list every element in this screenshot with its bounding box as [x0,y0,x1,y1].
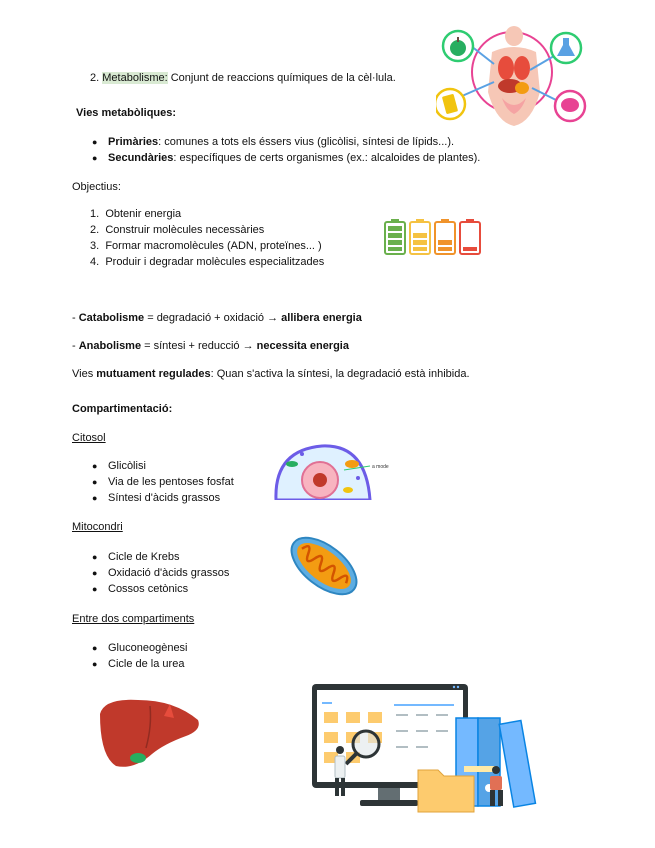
anabolisme-line: - Anabolisme = síntesi + reducció → necessita energia [72,340,349,352]
mitocondri-item: Oxidació d'àcids grassos [108,567,230,579]
objectiu-1: 1. Obtenir energia [90,208,182,220]
mitocondri-item: Cicle de Krebs [108,551,180,563]
entre-item: Cicle de la urea [108,658,185,670]
bullet-icon: ● [92,552,98,562]
term-secundaries: Secundàries [108,152,174,164]
battery-low-icon [460,219,480,254]
apple-icon [443,31,494,64]
bullet-icon: ● [92,584,98,594]
liver-icon [94,696,204,772]
bullet-icon: ● [92,659,98,669]
objectiu-3: 3. Formar macromolècules (ADN, proteïnes... ) [90,240,322,252]
bullet-icon: ● [92,461,98,471]
entre-title: Entre dos compartiments [72,613,195,625]
bullet-icon: ● [92,153,98,163]
term-catabolisme: Catabolisme [78,312,145,324]
vies-heading: Vies metabòliques: [76,107,177,119]
cell-illustration [272,442,402,500]
mitocondri-title: Mitocondri [72,521,123,533]
citosol-title: Citosol [72,432,106,444]
compart-heading: Compartimentació: [72,403,173,415]
objectiu-2: 2. Construir molècules necessàries [90,224,265,236]
flask-icon [530,33,581,70]
term-anabolisme: Anabolisme [78,340,142,352]
metabolism-illustration [436,22,588,130]
data-organization-illustration [306,682,550,816]
term-regulades: mutuament regulades [96,368,211,380]
item-number: 2. [90,72,100,84]
citosol-item: Síntesi d'àcids grassos [108,492,221,504]
battery-full-icon [385,219,405,254]
item-term: Metabolisme: [102,72,168,84]
body-organs-icon [472,26,552,126]
objectius-heading: Objectius: [72,181,121,193]
result-catabolisme: allibera energia [281,312,362,324]
entre-item: Gluconeogènesi [108,642,188,654]
bullet-icon: ● [92,643,98,653]
item-metabolisme [90,71,396,85]
term-primaries: Primàries [108,136,159,148]
item-text: Conjunt de reaccions químiques de la cèl·lula. [170,72,396,84]
bullet-icon: ● [92,477,98,487]
catabolisme-line: - Catabolisme = degradació + oxidació → allibera energia [72,312,362,324]
brain-icon [532,88,585,121]
result-anabolisme: necessita energia [256,340,349,352]
battery-levels-icon [384,218,482,256]
battery-half-icon [435,219,455,254]
objectiu-4: 4. Produir i degradar molècules especialitzades [90,256,325,268]
text-primaries: : comunes a tots els éssers vius (glicòlisi, síntesi de lípids...). [158,136,455,148]
vies-item-primaries [108,135,454,149]
citosol-item: Glicòlisi [108,460,146,472]
cell-label: a mode [372,464,389,470]
battery-three-quarter-icon [410,219,430,254]
citosol-item: Via de les pentoses fosfat [108,476,234,488]
mitochondrion-icon [284,530,364,602]
bullet-icon: ● [92,137,98,147]
text-secundaries: : específiques de certs organismes (ex.: alcaloides de plantes). [173,152,481,164]
bullet-icon: ● [92,493,98,503]
bullet-icon: ● [92,568,98,578]
vies-item-secundaries [108,151,480,165]
regulades-line: Vies mutuament regulades: Quan s'activa la síntesi, la degradació està inhibida. [72,368,470,380]
mitocondri-item: Cossos cetònics [108,583,189,595]
